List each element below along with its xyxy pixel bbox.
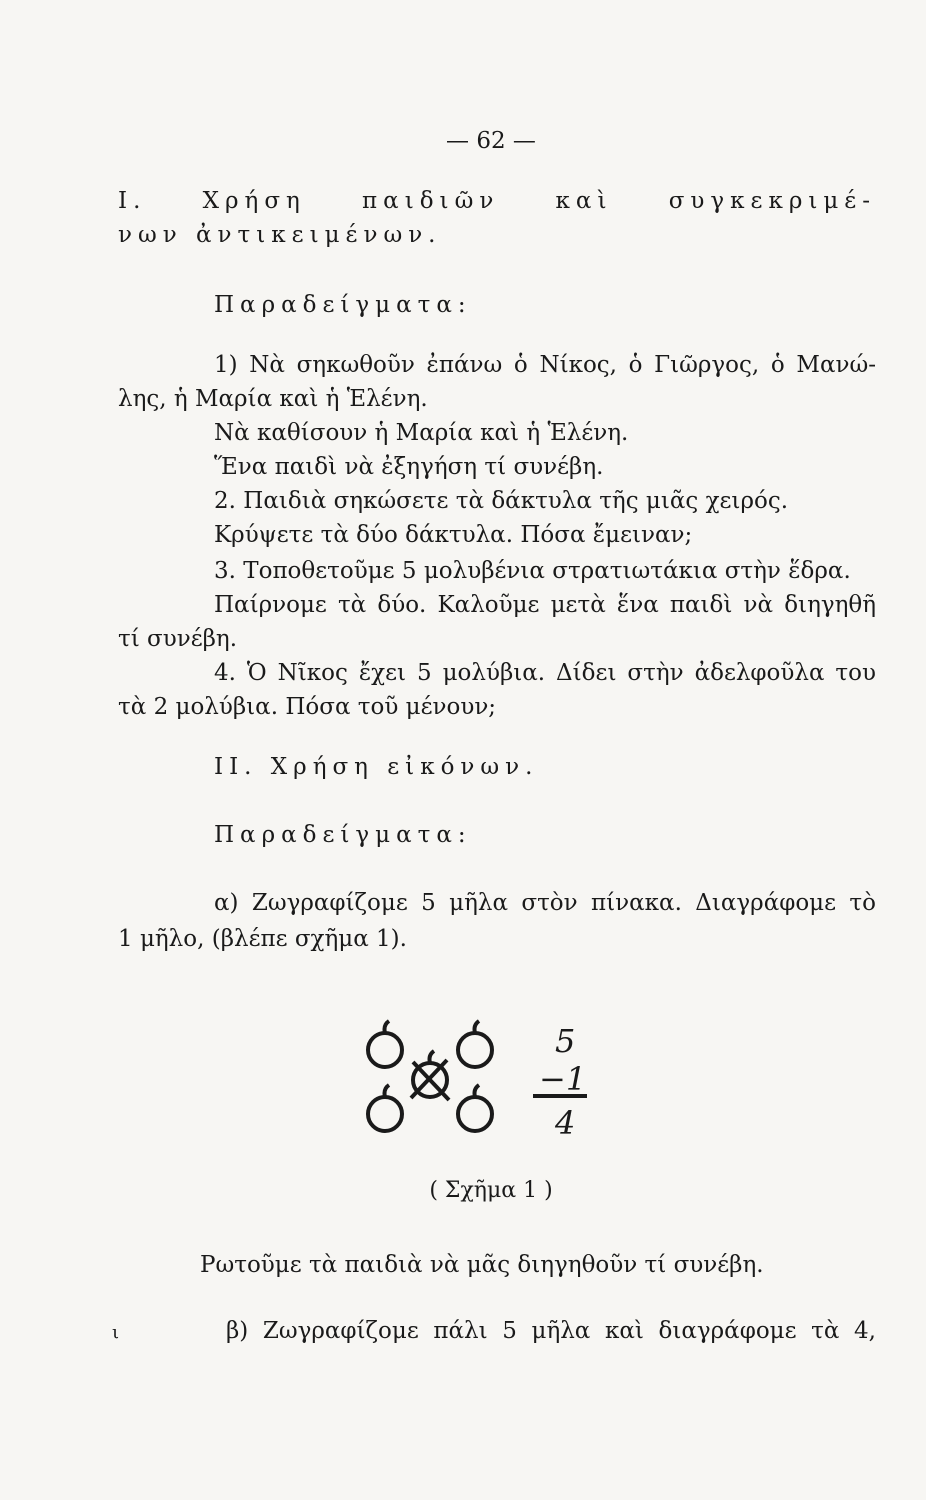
examples-heading-1: Παραδείγματα:	[214, 292, 472, 318]
section-heading-1: Ι. Χρήση παιδιῶν καὶ συγκεκριμέ-	[118, 188, 876, 214]
text-line: τί συνέβη.	[118, 626, 238, 652]
text-line: λης, ἡ Μαρία καὶ ἡ Ἑλένη.	[118, 386, 428, 412]
text-line: 1 μῆλο, (βλέπε σχῆμα 1).	[118, 926, 407, 952]
apple-icon	[368, 1085, 402, 1131]
crossed-apple-icon	[411, 1051, 449, 1100]
examples-heading-2: Παραδείγματα:	[214, 822, 472, 848]
apple-icon	[458, 1085, 492, 1131]
figure-subtract: −1	[539, 1060, 587, 1098]
apple-icon	[368, 1021, 402, 1067]
text-line: Κρύψετε τὰ δύο δάκτυλα. Πόσα ἔμειναν;	[214, 522, 693, 548]
text-line: τὰ 2 μολύβια. Πόσα τοῦ μένουν;	[118, 694, 497, 720]
section-heading-1-cont: νων ἀντικειμένων.	[118, 222, 442, 248]
text-line: β) Ζωγραφίζομε πάλι 5 μῆλα καὶ διαγράφομε τὰ 4,	[226, 1318, 876, 1344]
text-line: Παίρνομε τὰ δύο. Καλοῦμε μετὰ ἕνα παιδὶ νὰ διηγηθῆ	[214, 592, 876, 618]
text-line: Ἕνα παιδὶ νὰ ἐξηγήση τί συνέβη.	[214, 454, 604, 480]
margin-mark: ι	[112, 1322, 120, 1343]
figure-top-number: 5	[555, 1022, 576, 1060]
text-line: α) Ζωγραφίζομε 5 μῆλα στὸν πίνακα. Διαγράφομε τὸ	[214, 890, 876, 916]
text-line: 1) Νὰ σηκωθοῦν ἐπάνω ὁ Νίκος, ὁ Γιῶργος, ὁ Μανώ-	[214, 352, 876, 378]
text-line: Ρωτοῦμε τὰ παιδιὰ νὰ μᾶς διηγηθοῦν τί συνέβη.	[200, 1252, 764, 1278]
figure-result: 4	[555, 1104, 576, 1142]
section-heading-2: ΙΙ. Χρήση εἰκόνων.	[214, 754, 539, 780]
text-line: 3. Τοποθετοῦμε 5 μολυβένια στρατιωτάκια στὴν ἕδρα.	[214, 558, 851, 584]
text-line: 4. Ὁ Νῖκος ἔχει 5 μολύβια. Δίδει στὴν ἀδελφοῦλα του	[214, 660, 876, 686]
text-line: 2. Παιδιὰ σηκώσετε τὰ δάκτυλα τῆς μιᾶς χειρός.	[214, 488, 789, 514]
apples-figure	[355, 1010, 595, 1160]
text-line: Νὰ καθίσουν ἡ Μαρία καὶ ἡ Ἑλένη.	[214, 420, 629, 446]
apple-icon	[458, 1021, 492, 1067]
figure-caption: ( Σχῆμα 1 )	[429, 1178, 553, 1203]
apples-drawing	[355, 1010, 595, 1160]
page-number: — 62 —	[446, 128, 536, 154]
